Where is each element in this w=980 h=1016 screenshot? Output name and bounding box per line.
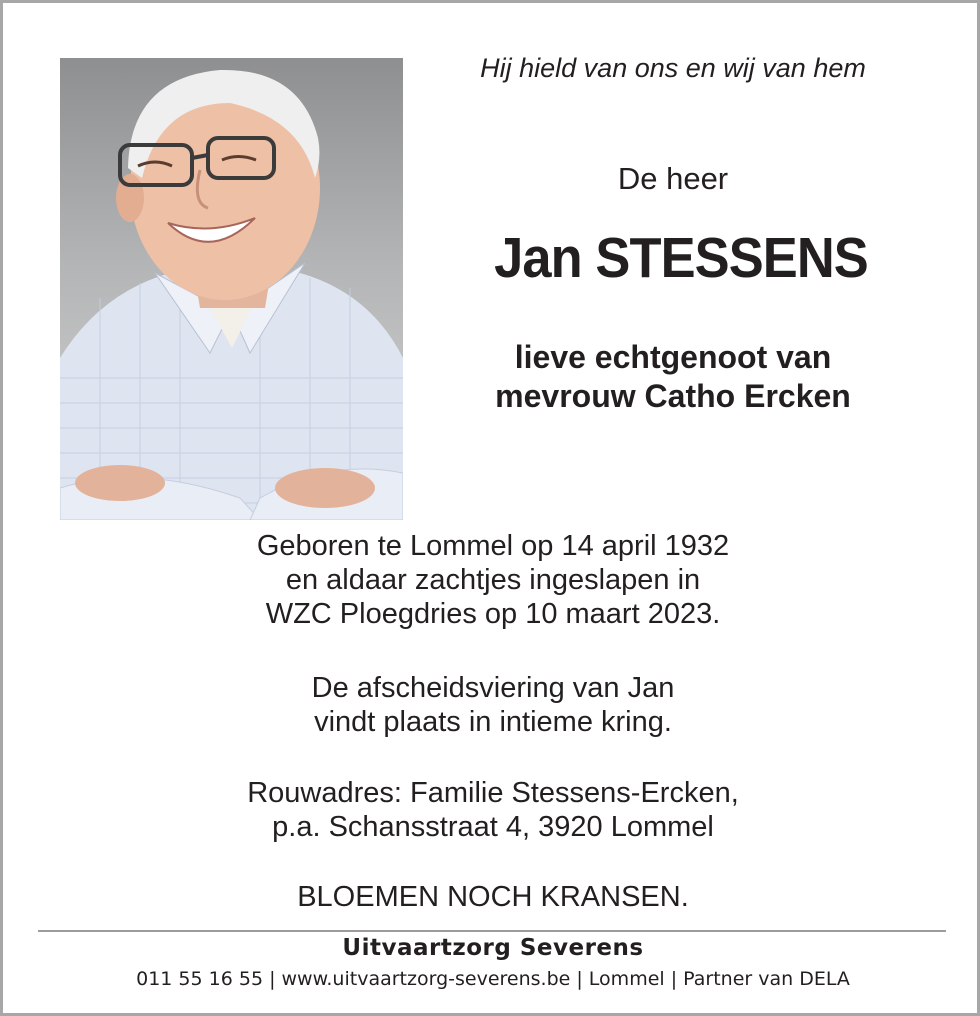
footer-divider xyxy=(38,930,946,932)
relation xyxy=(423,338,923,416)
detail-line: en aldaar zachtjes ingeslapen in xyxy=(285,564,701,596)
relation-line: lieve echtgenoot van xyxy=(514,339,832,375)
detail-line: De afscheidsviering van Jan xyxy=(311,672,675,704)
detail-line: p.a. Schansstraat 4, 3920 Lommel xyxy=(272,811,714,843)
detail-line: Geboren te Lommel op 14 april 1932 xyxy=(256,530,730,562)
deceased-name: Jan STESSENS xyxy=(494,226,868,290)
funeral-home-name: Uitvaartzorg Severens xyxy=(342,935,644,961)
detail-line: vindt plaats in intieme kring. xyxy=(314,706,672,738)
flowers-note: BLOEMEN NOCH KRANSEN. xyxy=(297,881,689,913)
service-details xyxy=(103,671,883,739)
portrait-photo xyxy=(60,58,403,520)
honorific: De heer xyxy=(617,161,729,196)
relation-line: mevrouw Catho Ercken xyxy=(495,378,851,414)
mourning-address xyxy=(103,776,883,844)
birth-death-details xyxy=(103,529,883,631)
detail-line: WZC Ploegdries op 10 maart 2023. xyxy=(265,598,721,630)
funeral-home-contact: 011 55 16 55 | www.uitvaartzorg-severens.be | Lommel | Partner van DELA xyxy=(136,968,850,990)
detail-line: Rouwadres: Familie Stessens-Ercken, xyxy=(247,777,739,809)
motto: Hij hield van ons en wij van hem xyxy=(480,53,866,83)
